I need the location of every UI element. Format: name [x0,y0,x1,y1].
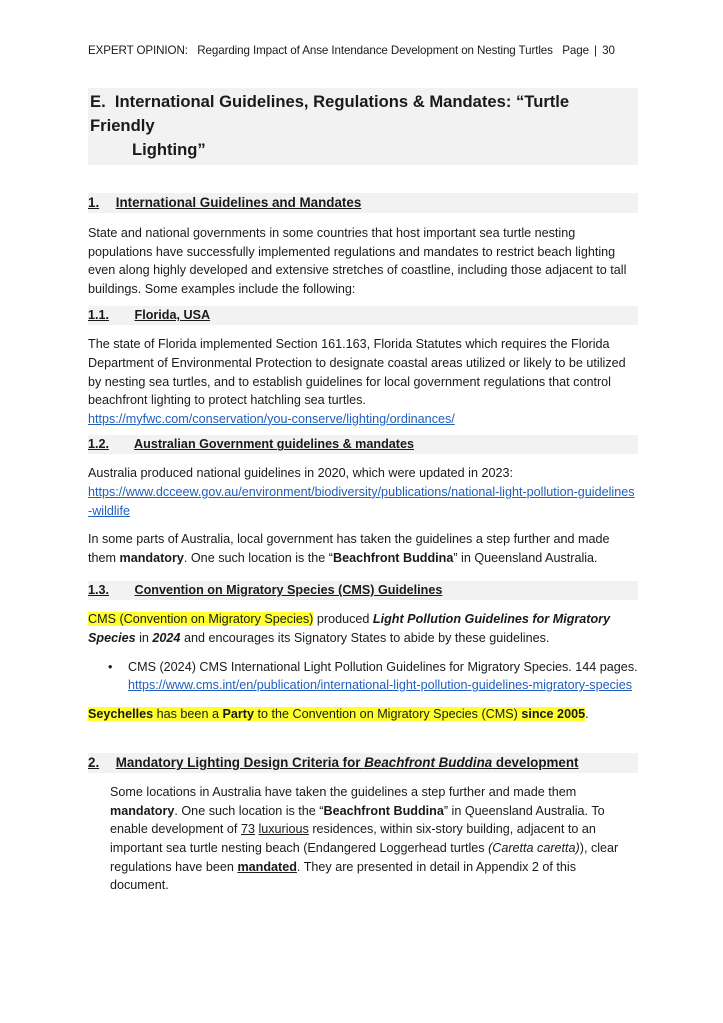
s2-text-m: . They are presented in detail in Appendix 2 of this document. [110,859,577,893]
section-1-2-paragraph-2 [88,530,638,567]
section-1-2-heading [88,435,638,454]
section-e-title-line1: International Guidelines, Regulations & Mandates: “Turtle Friendly [90,92,570,135]
section-e-letter: E. [90,92,106,111]
section-1-heading [88,193,638,213]
section-2-title-b: Beachfront Buddina [364,755,493,771]
section-1-1-heading [88,306,638,325]
list-item [88,658,638,695]
florida-link[interactable]: https://myfwc.com/conservation/you-conserve/lighting/ordinances/ [88,411,455,426]
section-1-2-number: 1.2. [88,437,110,452]
australia-p2-text-2: . One such location is the “ [183,550,333,565]
seychelles-word: Seychelles [88,706,154,721]
australia-link[interactable]: https://www.dcceew.gov.au/environment/biodiversity/publications/national-light-pollution-guidelines-wildlife [88,484,635,518]
s2-text-e: ” in Queensland Australia. To enable development of [110,803,605,837]
section-e-heading [88,88,638,165]
running-header [88,44,636,57]
s2-luxurious: luxurious [258,822,309,837]
section-1-3-number: 1.3. [88,583,110,598]
seychelles-paragraph [88,705,638,724]
australia-p2-text-3: ” in Queensland Australia. [453,550,598,565]
seychelles-text: has been a [153,706,223,721]
australia-p2-buddina: Beachfront Buddina [333,550,454,565]
australia-p2-text: In some parts of Australia, local government has taken the guidelines a step further and made them [88,532,610,565]
section-2-heading [88,753,638,773]
s2-text-c: . One such location is the “ [174,803,324,818]
section-1-2-paragraph [88,464,638,520]
page-content [88,88,638,895]
section-2-title [116,755,579,770]
section-2-paragraph [88,783,638,895]
s2-mandatory: mandatory [110,803,175,818]
seychelles-period: . [585,706,589,721]
header-page-label: Page [562,44,589,57]
section-1-3-title: Convention on Migratory Species (CMS) Guidelines [134,583,443,598]
section-2-number: 2. [88,755,100,771]
cms-p1-year: 2024 [152,630,181,645]
section-2-title-a: Mandatory Lighting Design Criteria for [115,755,365,771]
cms-reference-text: CMS (2024) CMS International Light Pollution Guidelines for Migratory Species. 144 pages. [128,659,638,674]
header-label: EXPERT OPINION: [88,44,188,57]
section-1-title: International Guidelines and Mandates [115,195,362,210]
section-1-1-paragraph [88,335,638,428]
cms-reference [128,658,638,695]
section-1-2-title: Australian Government guidelines & mandates [134,437,414,452]
cms-reference-link[interactable]: https://www.cms.int/en/publication/international-light-pollution-guidelines-migratory-species [128,678,632,693]
section-1-number: 1. [88,195,100,210]
s2-species: (Caretta caretta) [488,841,580,856]
s2-buddina: Beachfront Buddina [323,803,444,818]
section-1-3-heading [88,581,638,600]
cms-p1-text: produced [313,612,373,627]
bullet-icon: • [108,659,113,674]
seychelles-text-2: to the Convention on Migratory Species (CMS) [253,706,522,721]
australia-p2-mandatory: mandatory [119,550,184,565]
section-1-3-paragraph [88,610,638,647]
florida-text: The state of Florida implemented Section 161.163, Florida Statutes which requires the Florida Department of Environmental Protection to designate coastal areas utilized or likely to be utilized by nesting sea turtles, and to establish guidelines for local government regulations that control beachfront lighting to protect hatchling sea turtles. [88,337,626,408]
cms-p1-text-3: and encourages its Signatory States to abide by these guidelines. [180,630,550,645]
cms-highlight: CMS (Convention on Migratory Species) [88,612,314,627]
australia-text: Australia produced national guidelines in 2020, which were updated in 2023: [88,466,513,481]
seychelles-since: since 2005 [521,706,586,721]
section-1-paragraph: State and national governments in some countries that host important sea turtle nesting populations have successfully implemented regulations and mandates to restrict beach lighting even along highly developed and extensive stretches of coastline, including those adjacent to tall buildings. Some examples include the following: [88,226,627,296]
s2-count: 73 [240,822,255,837]
header-separator: | [594,44,597,57]
s2-text-i: residences, within six-story building, adjacent to an important sea turtle nesting beach (Endangered Loggerhead turtles [110,822,596,856]
section-1-1-number: 1.1. [88,308,110,323]
section-2-title-c: development [492,755,579,771]
s2-mandated: mandated [237,859,297,874]
section-e-title-line2: Lighting” [132,140,206,159]
seychelles-party: Party [222,706,254,721]
header-page-number: 30 [602,44,615,57]
s2-text-k: ), clear regulations have been [110,841,619,874]
s2-text-a: Some locations in Australia have taken the guidelines a step further and made them [110,785,577,800]
cms-p1-guidelines-title: Light Pollution Guidelines for Migratory Species [88,612,611,645]
cms-p1-text-2: in [135,630,153,645]
header-title: Regarding Impact of Anse Intendance Development on Nesting Turtles [197,44,553,57]
section-1-1-title: Florida, USA [134,308,211,323]
